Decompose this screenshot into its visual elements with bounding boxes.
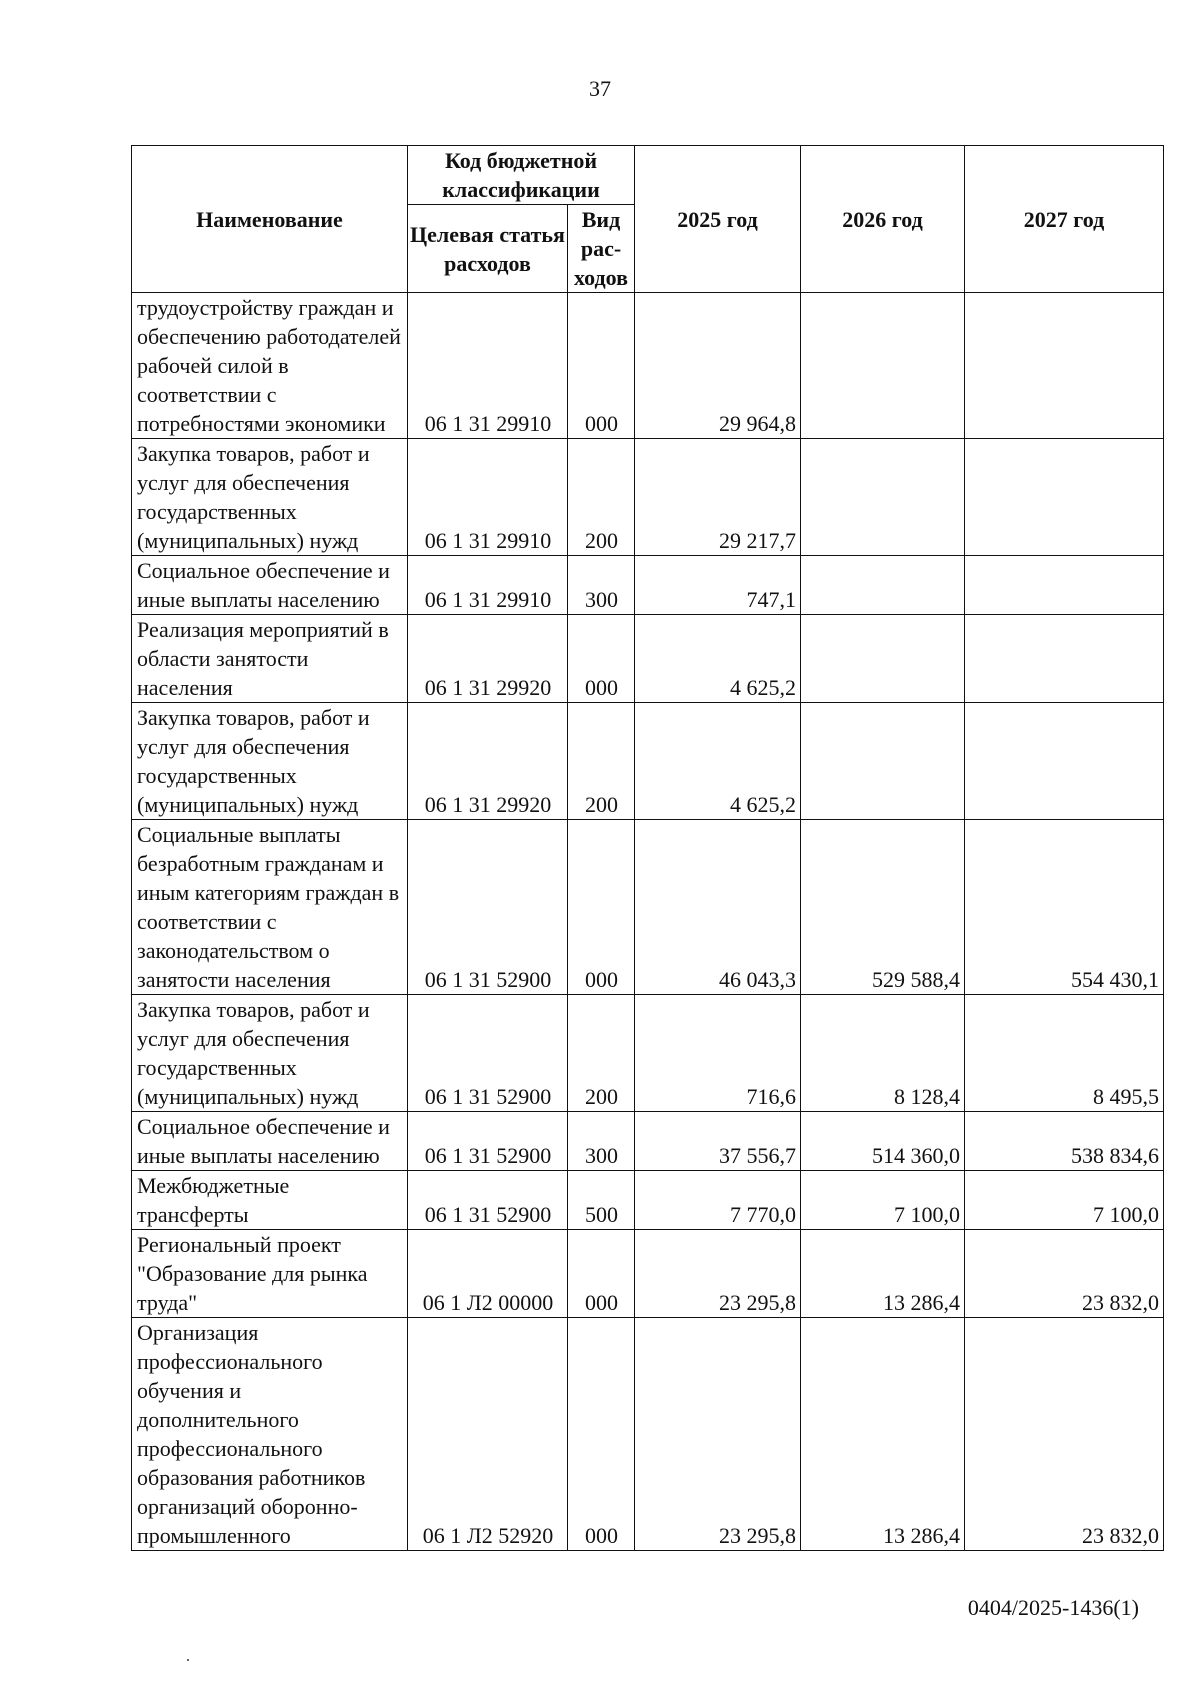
document-id: 0404/2025-1436(1) (967, 1595, 1139, 1620)
row-2026: 529 588,4 (801, 820, 965, 995)
row-target-article: 06 1 31 29920 (408, 703, 568, 820)
table-row (132, 820, 1164, 995)
row-2027 (965, 293, 1164, 439)
row-name: Социальные выплаты безработным гражданам и иным категориям граждан в соответствии с законодательством о занятости населения (132, 820, 408, 995)
row-2025: 23 295,8 (635, 1230, 801, 1318)
table-row (132, 439, 1164, 556)
row-2026: 13 286,4 (801, 1230, 965, 1318)
row-name: Закупка товаров, работ и услуг для обеспечения государственных (муниципальных) нужд (132, 439, 408, 556)
header-code-group: Код бюджетной классификации (408, 146, 635, 205)
row-name: Социальное обеспечение и иные выплаты населению (132, 1112, 408, 1171)
row-2025: 747,1 (635, 556, 801, 615)
row-expense-type: 000 (568, 1230, 635, 1318)
row-target-article: 06 1 31 52900 (408, 1171, 568, 1230)
table-row (132, 1318, 1164, 1551)
row-2027: 7 100,0 (965, 1171, 1164, 1230)
row-expense-type: 200 (568, 703, 635, 820)
table-row (132, 293, 1164, 439)
table-row (132, 615, 1164, 703)
row-2025: 29 217,7 (635, 439, 801, 556)
header-2027: 2027 год (965, 146, 1164, 293)
row-2026 (801, 439, 965, 556)
row-target-article: 06 1 31 52900 (408, 995, 568, 1112)
header-expense-type: Вид рас-ходов (568, 205, 635, 293)
row-2026 (801, 615, 965, 703)
row-2027: 554 430,1 (965, 820, 1164, 995)
header-2025: 2025 год (635, 146, 801, 293)
row-target-article: 06 1 Л2 00000 (408, 1230, 568, 1318)
row-expense-type: 200 (568, 439, 635, 556)
row-2026 (801, 703, 965, 820)
row-2027 (965, 556, 1164, 615)
row-name: Реализация мероприятий в области занятости населения (132, 615, 408, 703)
row-2025: 37 556,7 (635, 1112, 801, 1171)
row-2025: 4 625,2 (635, 703, 801, 820)
table-row (132, 1112, 1164, 1171)
row-2025: 7 770,0 (635, 1171, 801, 1230)
table-row (132, 995, 1164, 1112)
row-target-article: 06 1 31 52900 (408, 820, 568, 995)
row-expense-type: 000 (568, 293, 635, 439)
row-expense-type: 000 (568, 820, 635, 995)
row-expense-type: 200 (568, 995, 635, 1112)
row-2027 (965, 703, 1164, 820)
row-2027: 538 834,6 (965, 1112, 1164, 1171)
table-row (132, 556, 1164, 615)
row-name: Организация профессионального обучения и дополнительного профессионального образования работников организаций оборонно-промышленного (132, 1318, 408, 1551)
table-row (132, 1171, 1164, 1230)
row-expense-type: 300 (568, 556, 635, 615)
scan-dot (187, 1659, 189, 1661)
row-2026 (801, 293, 965, 439)
row-2025: 23 295,8 (635, 1318, 801, 1551)
row-2025: 29 964,8 (635, 293, 801, 439)
row-2025: 716,6 (635, 995, 801, 1112)
row-expense-type: 500 (568, 1171, 635, 1230)
header-name: Наименование (132, 146, 408, 293)
header-2026: 2026 год (801, 146, 965, 293)
table-row (132, 1230, 1164, 1318)
budget-table (131, 145, 1164, 1551)
row-target-article: 06 1 31 29910 (408, 293, 568, 439)
row-name: Межбюджетные трансферты (132, 1171, 408, 1230)
row-2027 (965, 439, 1164, 556)
row-expense-type: 000 (568, 615, 635, 703)
row-2027: 8 495,5 (965, 995, 1164, 1112)
row-2027: 23 832,0 (965, 1230, 1164, 1318)
table-row (132, 703, 1164, 820)
row-2027 (965, 615, 1164, 703)
row-target-article: 06 1 Л2 52920 (408, 1318, 568, 1551)
row-name: трудоустройству граждан и обеспечению работодателей рабочей силой в соответствии с потребностями экономики (132, 293, 408, 439)
row-2026: 13 286,4 (801, 1318, 965, 1551)
row-name: Социальное обеспечение и иные выплаты населению (132, 556, 408, 615)
row-target-article: 06 1 31 29910 (408, 439, 568, 556)
row-2025: 4 625,2 (635, 615, 801, 703)
row-expense-type: 300 (568, 1112, 635, 1171)
row-2026: 8 128,4 (801, 995, 965, 1112)
row-2026 (801, 556, 965, 615)
row-name: Закупка товаров, работ и услуг для обеспечения государственных (муниципальных) нужд (132, 995, 408, 1112)
row-target-article: 06 1 31 52900 (408, 1112, 568, 1171)
row-2026: 7 100,0 (801, 1171, 965, 1230)
row-2026: 514 360,0 (801, 1112, 965, 1171)
row-name: Закупка товаров, работ и услуг для обеспечения государственных (муниципальных) нужд (132, 703, 408, 820)
row-target-article: 06 1 31 29910 (408, 556, 568, 615)
row-expense-type: 000 (568, 1318, 635, 1551)
row-target-article: 06 1 31 29920 (408, 615, 568, 703)
row-2025: 46 043,3 (635, 820, 801, 995)
page-number: 37 (589, 76, 611, 101)
header-target-article: Целевая статья расходов (408, 205, 568, 293)
row-name: Региональный проект "Образование для рынка труда" (132, 1230, 408, 1318)
row-2027: 23 832,0 (965, 1318, 1164, 1551)
